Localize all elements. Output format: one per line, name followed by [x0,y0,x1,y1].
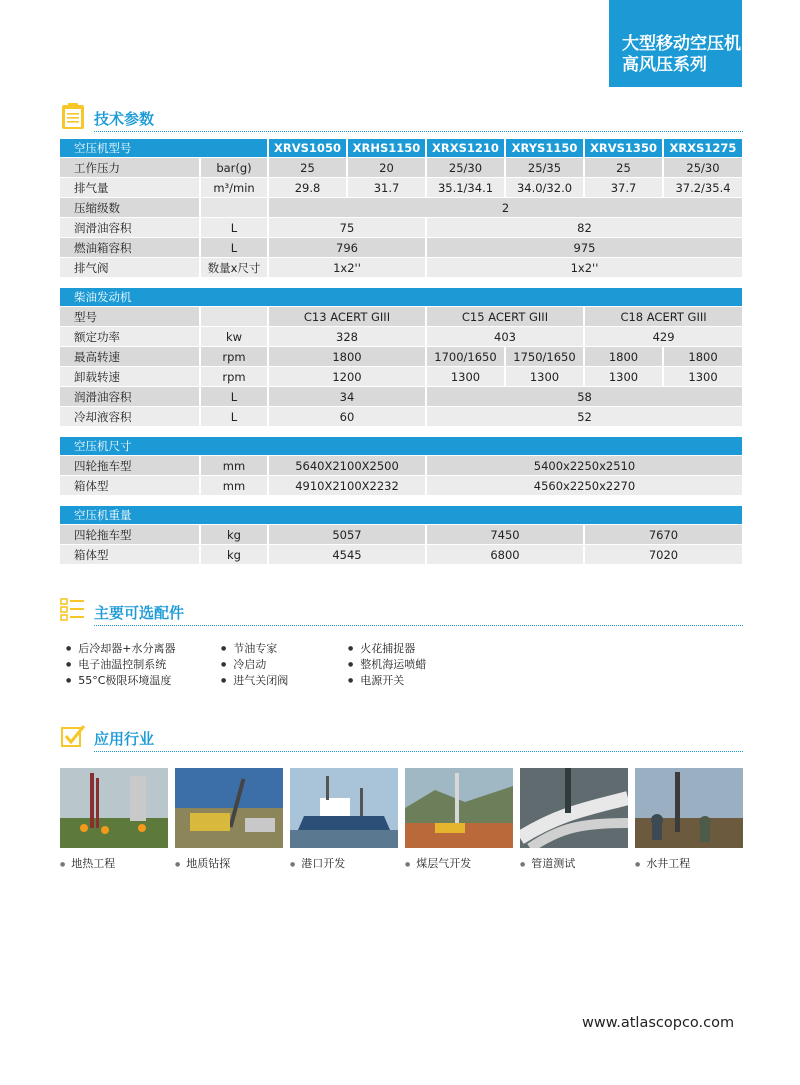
table-cell: 328 [268,327,426,347]
model-cell: XRYS1150 [505,139,584,158]
port-development-photo [290,768,398,848]
row-unit: rpm [200,347,268,367]
list-item: ● 节油专家 [221,641,288,657]
table-cell: 975 [426,238,743,258]
table-row [60,327,743,347]
table-cell: 4560x2250x2270 [426,476,743,496]
table-row [60,545,743,565]
options-column [348,641,426,689]
table-cell: 25 [584,158,663,178]
model-cell: XRVS1050 [268,139,347,158]
application-caption: ● 水井工程 [635,855,690,871]
table-cell: 25/30 [663,158,743,178]
table-cell: 34.0/32.0 [505,178,584,198]
table-cell: 7020 [584,545,743,565]
row-unit: kg [200,545,268,565]
table-cell: 34 [268,387,426,407]
section-divider [94,751,743,752]
water-well-photo [635,768,743,848]
table-cell: 5057 [268,525,426,545]
row-label: 润滑油容积 [60,218,200,238]
row-unit: 数量x尺寸 [200,258,268,278]
header-cell: 空压机型号 [60,139,268,158]
table-cell: 58 [426,387,743,407]
row-unit: L [200,218,268,238]
row-label: 四轮拖车型 [60,456,200,476]
geological-drilling-photo [175,768,283,848]
row-label: 燃油箱容积 [60,238,200,258]
weight-spec-table [60,506,744,565]
list-item: ● 进气关闭阀 [221,673,288,689]
table-cell: 25/35 [505,158,584,178]
table-row [60,307,743,327]
row-label: 冷却液容积 [60,407,200,427]
table-cell: 37.7 [584,178,663,198]
table-cell: 1800 [584,347,663,367]
table-cell: 1300 [584,367,663,387]
row-label: 压缩级数 [60,198,200,218]
options-column [66,641,175,689]
row-unit: L [200,387,268,407]
row-unit: m³/min [200,178,268,198]
table-row [60,258,743,278]
geothermal-photo [60,768,168,848]
dimensions-spec-table [60,437,744,496]
table-row [60,456,743,476]
model-cell: XRHS1150 [347,139,426,158]
row-unit [200,307,268,327]
table-cell: 25/30 [426,158,505,178]
row-unit: bar(g) [200,158,268,178]
row-label: 卸载转速 [60,367,200,387]
table-cell: 1800 [268,347,426,367]
section-divider [94,625,743,626]
list-item: ● 电子油温控制系统 [66,657,175,673]
section-tech-title: 技术参数 [94,110,155,128]
table-row [60,387,743,407]
application-caption: ● 地质钻探 [175,855,230,871]
table-cell: 25 [268,158,347,178]
row-label: 排气阀 [60,258,200,278]
list-item: ● 火花捕捉器 [348,641,426,657]
table-header-row [60,139,743,158]
table-cell: 6800 [426,545,584,565]
table-cell: 60 [268,407,426,427]
row-label: 工作压力 [60,158,200,178]
table-cell: 20 [347,158,426,178]
row-label: 排气量 [60,178,200,198]
row-label: 四轮拖车型 [60,525,200,545]
table-cell: 7670 [584,525,743,545]
application-caption: ● 港口开发 [290,855,345,871]
model-cell: XRVS1350 [584,139,663,158]
application-caption: ● 地热工程 [60,855,115,871]
table-cell: C13 ACERT GIII [268,307,426,327]
row-unit: kg [200,525,268,545]
row-unit [200,198,268,218]
row-unit: L [200,407,268,427]
table-cell: 31.7 [347,178,426,198]
table-row [60,347,743,367]
website-link[interactable]: www.atlascopco.com [582,1015,735,1031]
list-item: ● 冷启动 [221,657,288,673]
table-row [60,218,743,238]
table-row [60,158,743,178]
compressor-spec-table [60,139,744,278]
series-title-line1: 大型移动空压机 [622,34,741,54]
table-row [60,407,743,427]
row-unit: mm [200,456,268,476]
checkbox-icon [60,722,86,750]
table-cell: 1x2'' [268,258,426,278]
table-cell: 1750/1650 [505,347,584,367]
row-label: 型号 [60,307,200,327]
table-row [60,476,743,496]
table-cell: 4545 [268,545,426,565]
header-cell: 柴油发动机 [60,288,743,307]
table-cell: 5640X2100X2500 [268,456,426,476]
row-unit: rpm [200,367,268,387]
model-cell: XRXS1275 [663,139,743,158]
table-cell: 403 [426,327,584,347]
options-column [221,641,288,689]
series-title-box [609,0,742,87]
section-apps-title: 应用行业 [94,730,155,748]
application-caption: ● 煤层气开发 [405,855,471,871]
table-cell: 4910X2100X2232 [268,476,426,496]
section-tech-header [60,102,743,134]
list-item: ● 后冷却器+水分离器 [66,641,175,657]
row-unit: mm [200,476,268,496]
section-apps-header [60,722,743,754]
table-cell: 82 [426,218,743,238]
table-cell: 2 [268,198,743,218]
section-options-header [60,596,743,628]
clipboard-icon [60,102,86,130]
series-title-line2: 高风压系列 [622,55,707,75]
table-cell: 1300 [663,367,743,387]
table-cell: 7450 [426,525,584,545]
list-icon [60,596,86,624]
table-cell: 1300 [505,367,584,387]
table-cell: 1x2'' [426,258,743,278]
table-row [60,525,743,545]
row-label: 箱体型 [60,545,200,565]
table-cell: 5400x2250x2510 [426,456,743,476]
table-cell: 1200 [268,367,426,387]
table-cell: 1800 [663,347,743,367]
header-cell: 空压机重量 [60,506,743,525]
table-header-row [60,437,743,456]
table-cell: 52 [426,407,743,427]
row-unit: kw [200,327,268,347]
table-cell: C18 ACERT GIII [584,307,743,327]
table-cell: 1700/1650 [426,347,505,367]
table-cell: 796 [268,238,426,258]
header-cell: 空压机尺寸 [60,437,743,456]
table-row [60,367,743,387]
model-cell: XRXS1210 [426,139,505,158]
coalbed-methane-photo [405,768,513,848]
row-label: 润滑油容积 [60,387,200,407]
table-cell: 1300 [426,367,505,387]
table-header-row [60,288,743,307]
table-cell: 429 [584,327,743,347]
table-cell: 37.2/35.4 [663,178,743,198]
row-label: 额定功率 [60,327,200,347]
engine-spec-table [60,288,744,427]
table-cell: C15 ACERT GIII [426,307,584,327]
table-cell: 35.1/34.1 [426,178,505,198]
list-item: ● 电源开关 [348,673,426,689]
table-row [60,178,743,198]
pipeline-testing-photo [520,768,628,848]
table-cell: 29.8 [268,178,347,198]
table-cell: 75 [268,218,426,238]
row-label: 箱体型 [60,476,200,496]
section-divider [94,131,743,132]
table-row [60,198,743,218]
row-label: 最高转速 [60,347,200,367]
section-options-title: 主要可选配件 [94,604,185,622]
application-caption: ● 管道测试 [520,855,575,871]
list-item: ● 整机海运喷蜡 [348,657,426,673]
row-unit: L [200,238,268,258]
table-header-row [60,506,743,525]
table-row [60,238,743,258]
list-item: ● 55°C极限环境温度 [66,673,175,689]
